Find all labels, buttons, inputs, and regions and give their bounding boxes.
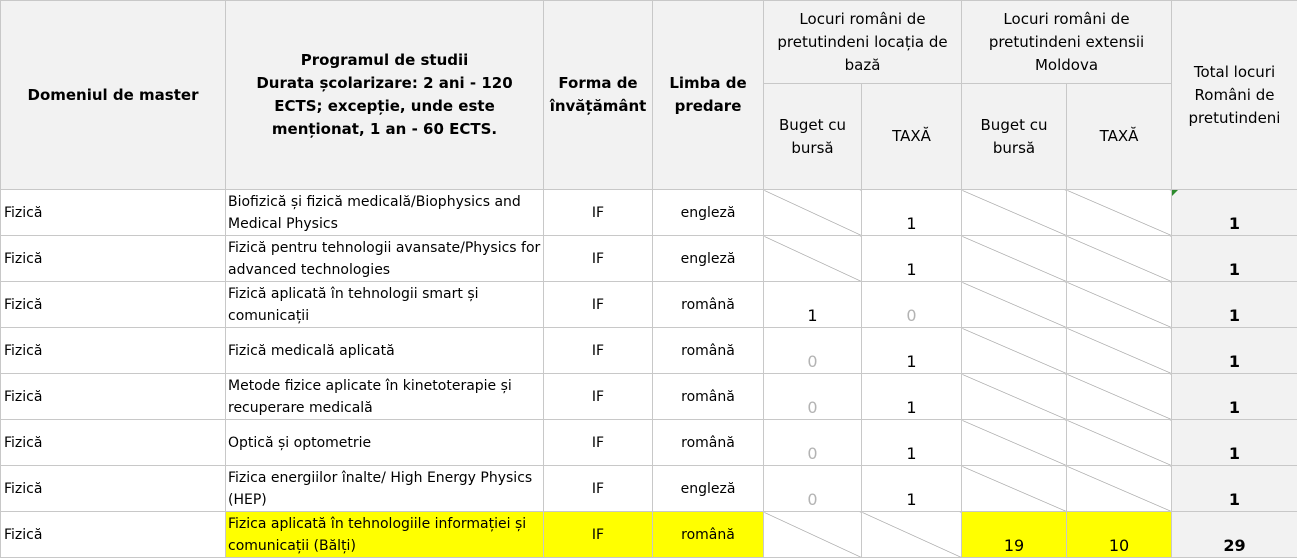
cell-md-taxa <box>1067 282 1172 328</box>
cell-forma: IF <box>544 466 653 512</box>
cell-baza-taxa: 1 <box>862 236 962 282</box>
cell-limba: română <box>653 282 764 328</box>
cell-md-buget <box>962 374 1067 420</box>
header-limba: Limba de predare <box>653 1 764 190</box>
cell-md-taxa <box>1067 328 1172 374</box>
table-row <box>1 420 1297 466</box>
cell-baza-buget <box>764 236 862 282</box>
cell-forma: IF <box>544 282 653 328</box>
cell-baza-taxa: 1 <box>862 328 962 374</box>
table-row <box>1 328 1297 374</box>
cell-domeniu: Fizică <box>1 328 226 374</box>
cell-domeniu: Fizică <box>1 420 226 466</box>
cell-total: 1 <box>1172 420 1297 466</box>
cell-baza-buget: 0 <box>764 466 862 512</box>
cell-program: Optică și optometrie <box>226 420 544 466</box>
cell-md-buget <box>962 420 1067 466</box>
cell-md-taxa <box>1067 236 1172 282</box>
cell-baza-buget: 0 <box>764 420 862 466</box>
header-md-taxa: TAXĂ <box>1067 84 1172 190</box>
cell-baza-buget: 0 <box>764 328 862 374</box>
cell-baza-taxa: 1 <box>862 420 962 466</box>
cell-program: Biofizică și fizică medicală/Biophysics and Medical Physics <box>226 190 544 236</box>
cell-total: 1 <box>1172 282 1297 328</box>
cell-md-taxa <box>1067 190 1172 236</box>
cell-baza-buget <box>764 512 862 558</box>
cell-program: Fizica aplicată în tehnologiile informației și comunicații (Bălți) <box>226 512 544 558</box>
header-total: Total locuri Români de pretutindeni <box>1172 1 1297 190</box>
cell-forma: IF <box>544 512 653 558</box>
cell-baza-taxa: 1 <box>862 374 962 420</box>
cell-total: 1 <box>1172 190 1297 236</box>
cell-domeniu: Fizică <box>1 512 226 558</box>
cell-limba: română <box>653 374 764 420</box>
cell-domeniu: Fizică <box>1 282 226 328</box>
cell-total: 1 <box>1172 466 1297 512</box>
cell-limba: română <box>653 328 764 374</box>
cell-baza-taxa <box>862 512 962 558</box>
header-baza-buget: Buget cu bursă <box>764 84 862 190</box>
cell-forma: IF <box>544 190 653 236</box>
header-baza-taxa: TAXĂ <box>862 84 962 190</box>
header-program <box>226 1 544 190</box>
cell-limba: română <box>653 512 764 558</box>
header-group-baza: Locuri români de pretutindeni locația de bază <box>764 1 962 84</box>
cell-md-buget <box>962 190 1067 236</box>
cell-baza-buget <box>764 190 862 236</box>
cell-limba: engleză <box>653 190 764 236</box>
cell-total: 1 <box>1172 374 1297 420</box>
header-domeniu: Domeniul de master <box>1 1 226 190</box>
cell-limba: engleză <box>653 466 764 512</box>
cell-forma: IF <box>544 420 653 466</box>
cell-md-taxa: 10 <box>1067 512 1172 558</box>
table-row <box>1 512 1297 558</box>
cell-forma: IF <box>544 236 653 282</box>
cell-program: Fizică medicală aplicată <box>226 328 544 374</box>
cell-baza-buget: 1 <box>764 282 862 328</box>
cell-limba: română <box>653 420 764 466</box>
cell-baza-taxa: 1 <box>862 466 962 512</box>
table-row <box>1 466 1297 512</box>
cell-domeniu: Fizică <box>1 374 226 420</box>
cell-limba: engleză <box>653 236 764 282</box>
cell-forma: IF <box>544 328 653 374</box>
cell-program: Metode fizice aplicate în kinetoterapie și recuperare medicală <box>226 374 544 420</box>
cell-md-buget <box>962 466 1067 512</box>
cell-baza-taxa: 1 <box>862 190 962 236</box>
header-group-moldova: Locuri români de pretutindeni extensii Moldova <box>962 1 1172 84</box>
cell-program: Fizica energiilor înalte/ High Energy Physics (HEP) <box>226 466 544 512</box>
cell-baza-buget: 0 <box>764 374 862 420</box>
cell-md-taxa <box>1067 420 1172 466</box>
cell-total: 29 <box>1172 512 1297 558</box>
cell-program: Fizică pentru tehnologii avansate/Physics for advanced technologies <box>226 236 544 282</box>
cell-md-taxa <box>1067 374 1172 420</box>
cell-total: 1 <box>1172 328 1297 374</box>
cell-forma: IF <box>544 374 653 420</box>
header-program-note: Durata școlarizare: 2 ani - 120 ECTS; excepție, unde este menționat, 1 an - 60 ECTS. <box>226 72 543 141</box>
cell-domeniu: Fizică <box>1 466 226 512</box>
cell-domeniu: Fizică <box>1 190 226 236</box>
cell-baza-taxa: 0 <box>862 282 962 328</box>
cell-md-buget: 19 <box>962 512 1067 558</box>
header-program-title: Programul de studii <box>226 49 543 72</box>
table-row <box>1 282 1297 328</box>
table-row <box>1 374 1297 420</box>
table-row <box>1 236 1297 282</box>
table-row <box>1 190 1297 236</box>
cell-program: Fizică aplicată în tehnologii smart și comunicații <box>226 282 544 328</box>
cell-domeniu: Fizică <box>1 236 226 282</box>
cell-md-buget <box>962 328 1067 374</box>
header-forma: Forma de învățământ <box>544 1 653 190</box>
cell-md-buget <box>962 282 1067 328</box>
cell-md-taxa <box>1067 466 1172 512</box>
cell-md-buget <box>962 236 1067 282</box>
cell-total: 1 <box>1172 236 1297 282</box>
header-md-buget: Buget cu bursă <box>962 84 1067 190</box>
